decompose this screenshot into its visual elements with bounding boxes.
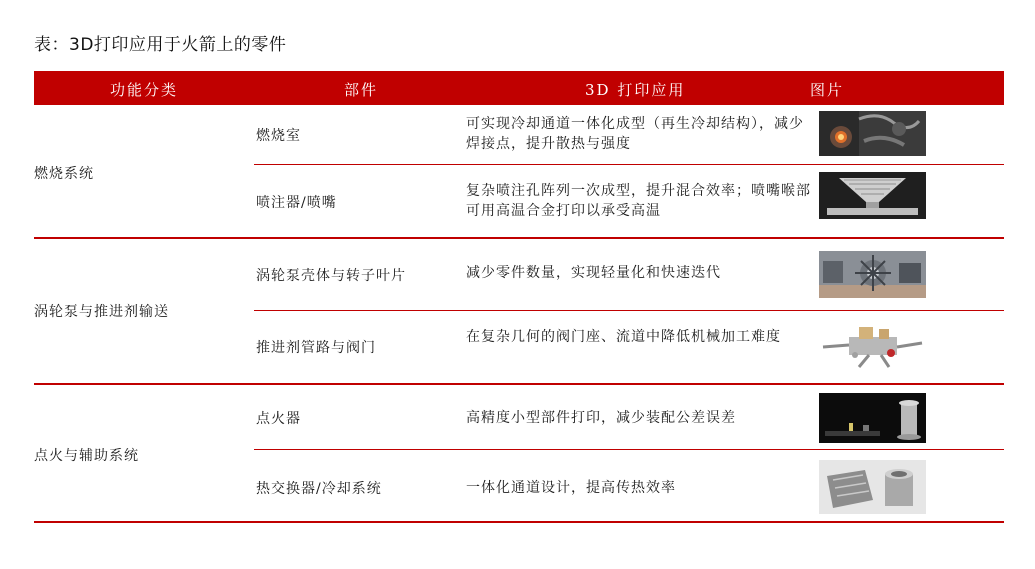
group-ignition: [34, 385, 1004, 523]
table-row: [254, 311, 1004, 382]
table-row: [254, 450, 1004, 522]
valve-manifold-photo: [819, 323, 926, 370]
table-row: [254, 165, 1004, 237]
parts-table: [34, 71, 1004, 523]
table-row: [254, 385, 1004, 450]
part-application: 高精度小型部件打印，减少装配公差误差: [466, 410, 736, 426]
group-label: 燃烧系统: [34, 166, 94, 182]
combustion-chamber-photo: [819, 111, 926, 156]
table-row: [254, 105, 1004, 165]
part-name: 涡轮泵壳体与转子叶片: [256, 268, 406, 284]
heat-exchanger-photo: [819, 460, 926, 514]
part-name: 喷注器/喷嘴: [256, 195, 337, 211]
part-application: 一体化通道设计，提高传热效率: [466, 480, 676, 496]
group-label: 涡轮泵与推进剂输送: [34, 304, 169, 320]
turbopump-photo: [819, 251, 926, 298]
part-name: 推进剂管路与阀门: [256, 340, 376, 356]
group-combustion: [34, 105, 1004, 239]
table-row: [254, 239, 1004, 311]
part-application: 复杂喷注孔阵列一次成型，提升混合效率；喷嘴喉部可用高温合金打印以承受高温: [466, 183, 811, 219]
table-title: 表：3D打印应用于火箭上的零件: [34, 35, 287, 55]
part-application: 在复杂几何的阀门座、流道中降低机械加工难度: [466, 329, 781, 345]
part-name: 热交换器/冷却系统: [256, 481, 382, 497]
header-application: 3D 打印应用: [585, 81, 686, 99]
group-label: 点火与辅助系统: [34, 448, 139, 464]
injector-nozzle-photo: [819, 172, 926, 219]
header-part: 部件: [344, 81, 379, 99]
igniter-photo: [819, 393, 926, 443]
group-turbopump: [34, 239, 1004, 385]
part-application: 减少零件数量，实现轻量化和快速迭代: [466, 265, 721, 281]
header-picture: 图片: [810, 81, 845, 99]
header-category: 功能分类: [110, 81, 179, 99]
table-header: [34, 71, 1004, 105]
part-name: 燃烧室: [256, 128, 301, 144]
part-application: 可实现冷却通道一体化成型（再生冷却结构），减少焊接点，提升散热与强度: [466, 116, 804, 152]
part-name: 点火器: [256, 411, 301, 427]
